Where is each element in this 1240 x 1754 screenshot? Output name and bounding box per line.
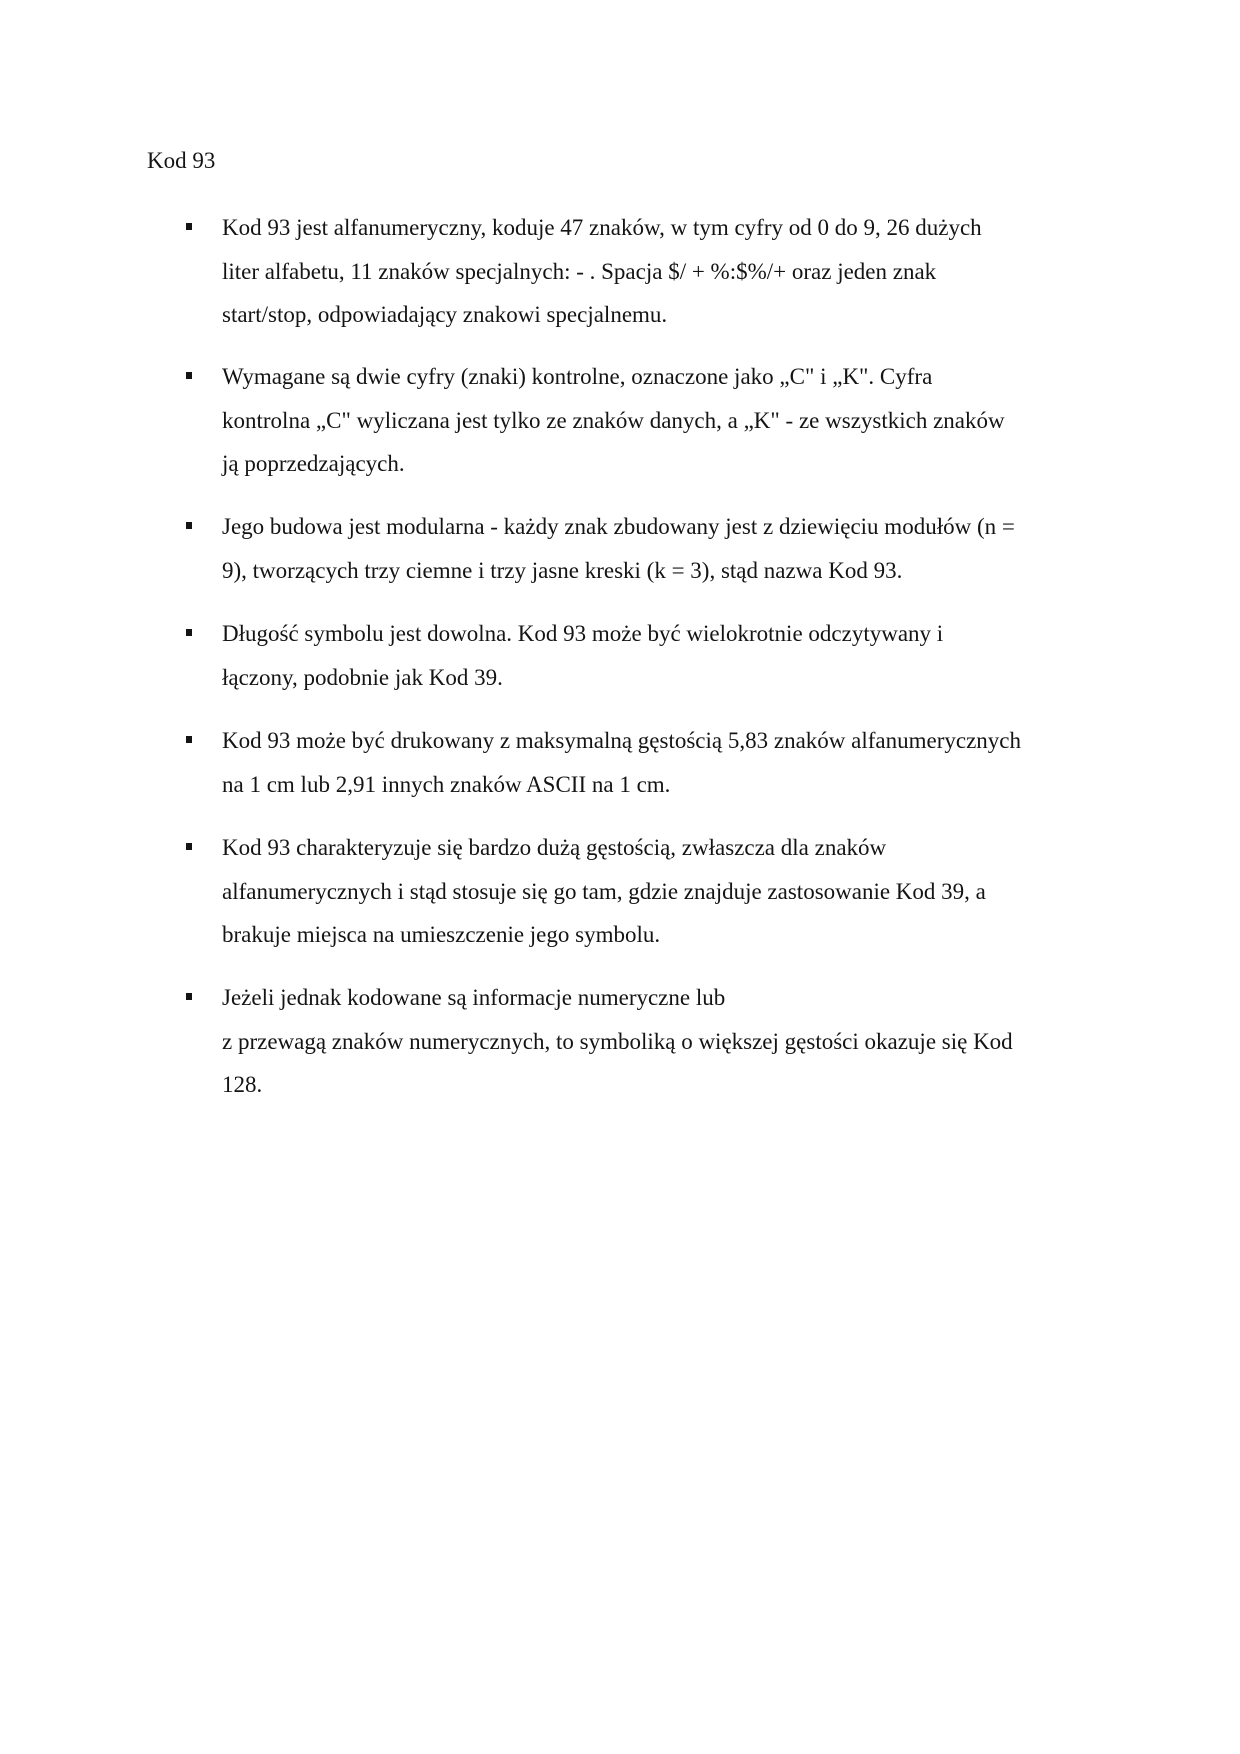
text-line: kontrolna „C" wyliczana jest tylko ze znaków danych, a „K" - ze wszystkich znaków: [222, 407, 1005, 433]
text-line: Kod 93 jest alfanumeryczny, koduje 47 znaków, w tym cyfry od 0 do 9, 26 dużych: [222, 215, 982, 240]
text-line: start/stop, odpowiadający znakowi specjalnemu.: [222, 302, 668, 327]
text-line: Jego budowa jest modularna - każdy znak zbudowany jest z dziewięciu modułów (n =: [222, 514, 1015, 539]
text-line: 9), tworzących trzy ciemne i trzy jasne kreski (k = 3), stąd nazwa Kod 93.: [222, 557, 903, 583]
text-line: 128.: [222, 1072, 263, 1097]
list-item-text: [222, 505, 1102, 592]
square-bullet-icon: [186, 629, 192, 636]
text-line: na 1 cm lub 2,91 innych znaków ASCII na 1 cm.: [222, 771, 671, 797]
square-bullet-icon: [186, 522, 192, 529]
square-bullet-icon: [186, 372, 192, 379]
text-line: z przewagą znaków numerycznych, to symboliką o większej gęstości okazuje się Kod: [222, 1028, 1013, 1054]
text-line: Długość symbolu jest dowolna. Kod 93 może być wielokrotnie odczytywany i: [222, 621, 944, 646]
square-bullet-icon: [186, 993, 192, 1000]
text-line: Kod 93 charakteryzuje się bardzo dużą gęstością, zwłaszcza dla znaków: [222, 835, 887, 860]
page-title: Kod 93: [147, 148, 216, 173]
square-bullet-icon: [186, 843, 192, 850]
text-line: liter alfabetu, 11 znaków specjalnych: - . Spacja $/ + %:$%/+ oraz jeden znak: [222, 258, 937, 284]
text-line: Jeżeli jednak kodowane są informacje numeryczne lub: [222, 985, 726, 1010]
list-item-text: [222, 826, 1102, 957]
list-item-text: [222, 612, 1102, 699]
text-line: Kod 93 może być drukowany z maksymalną gęstością 5,83 znaków alfanumerycznych: [222, 728, 1021, 753]
text-line: łączony, podobnie jak Kod 39.: [222, 664, 503, 690]
list-item-text: [222, 206, 1102, 337]
text-line: ją poprzedzających.: [222, 451, 405, 476]
list-item-text: [222, 719, 1102, 806]
list-item-text: [222, 976, 1102, 1107]
text-line: Wymagane są dwie cyfry (znaki) kontrolne, oznaczone jako „C" i „K". Cyfra: [222, 364, 933, 389]
text-line: alfanumerycznych i stąd stosuje się go tam, gdzie znajduje zastosowanie Kod 39, a: [222, 878, 986, 904]
list-item-text: [222, 355, 1102, 486]
square-bullet-icon: [186, 223, 192, 230]
square-bullet-icon: [186, 736, 192, 743]
text-line: brakuje miejsca na umieszczenie jego symbolu.: [222, 922, 661, 947]
